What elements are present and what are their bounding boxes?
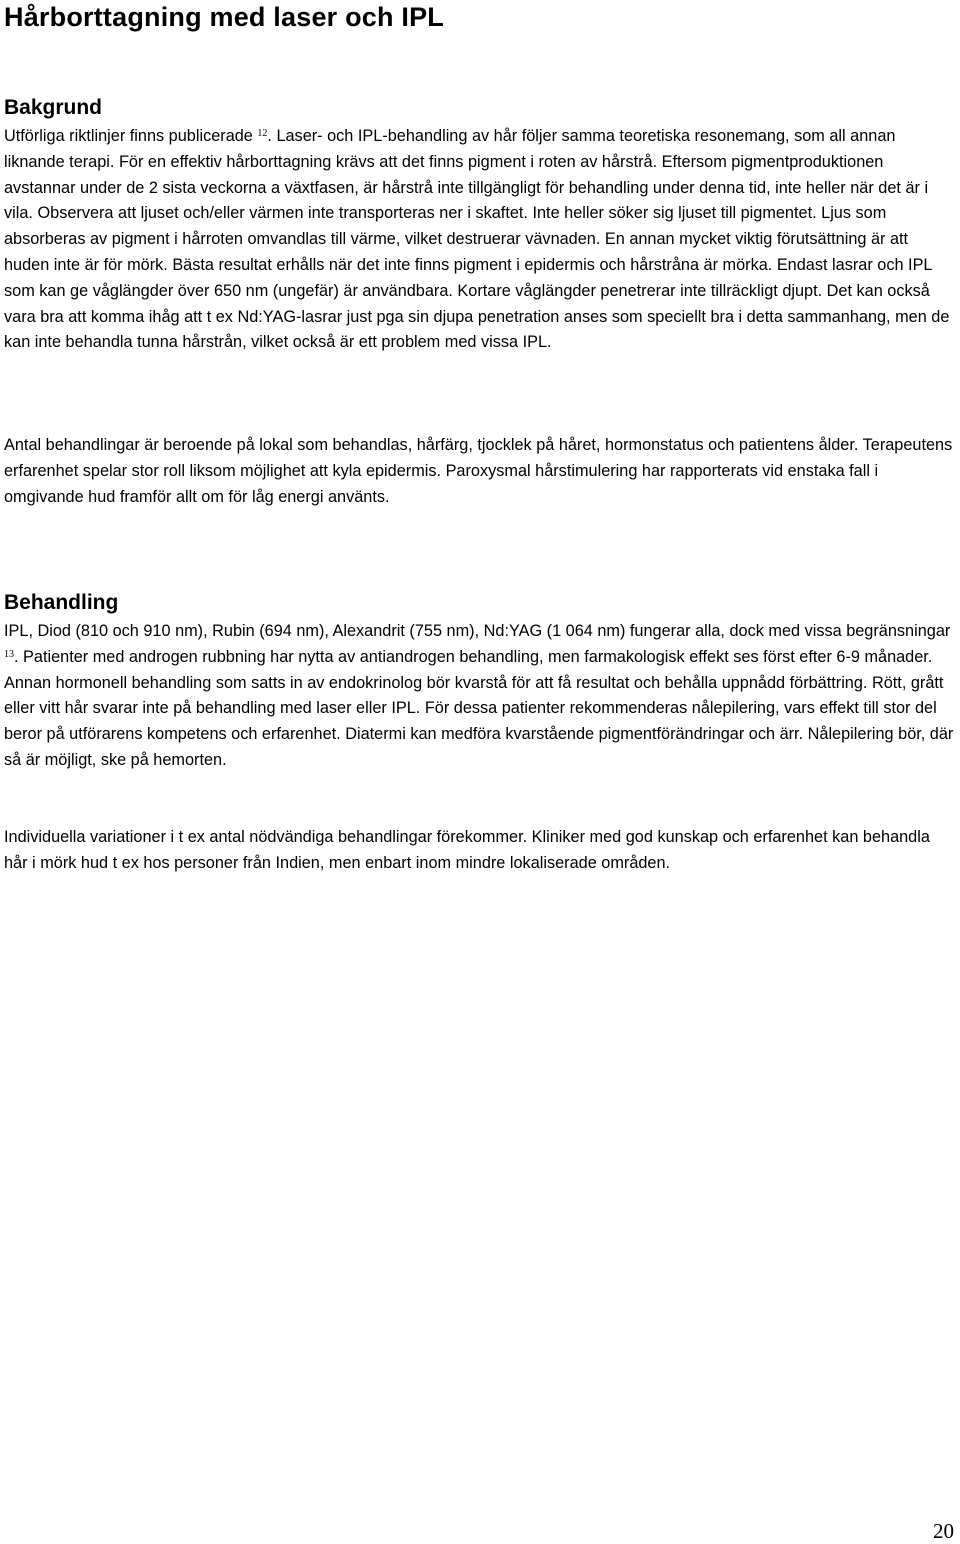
behandling-paragraph-1 xyxy=(4,619,956,774)
section-heading-bakgrund: Bakgrund xyxy=(4,96,103,119)
behandling-paragraph-1-text-a: IPL, Diod (810 och 910 nm), Rubin (694 nm), Alexandrit (755 nm), Nd:YAG (1 064 nm) fungerar alla, dock med vissa begränsningar xyxy=(4,622,951,640)
page-number: 20 xyxy=(933,1519,954,1543)
reference-superscript-13: 13 xyxy=(4,648,14,660)
bakgrund-paragraph-2: Antal behandlingar är beroende på lokal som behandlas, hårfärg, tjocklek på håret, hormonstatus och patientens ålder. Terapeutens erfarenhet spelar stor roll liksom möjlighet att kyla epidermis. Paroxysmal hårstimulering har rapporterats vid enstaka fall i omgivande hud framför allt om för låg energi använts. xyxy=(4,436,953,506)
document-title: Hårborttagning med laser och IPL xyxy=(4,2,444,32)
section-heading-behandling: Behandling xyxy=(4,591,119,614)
bakgrund-paragraph-1 xyxy=(4,124,956,356)
bakgrund-paragraph-1-text-a: Utförliga riktlinjer finns publicerade xyxy=(4,127,253,145)
reference-superscript-12: 12 xyxy=(257,128,268,139)
bakgrund-paragraph-1-text-b: . Laser- och IPL-behandling av hår följer samma teoretiska resonemang, som all annan liknande terapi. För en effektiv hårborttagning krävs att det finns pigment i roten av hårstrå. Eftersom pigmentproduktionen avstannar under de 2 sista veckorna a växtfasen, är hårstrå inte tillgängligt för behandling under denna tid, inte heller när det är i vila. Observera att ljuset och/eller värmen inte transporteras ner i skaftet. Inte heller söker sig ljuset till pigmentet. Ljus som absorberas av pigment i hårroten omvandlas till värme, vilket destruerar vävnaden. En annan mycket viktig förutsättning är att huden inte är för mörk. Bästa resultat erhålls när det inte finns pigment i epidermis och hårstråna är mörka. Endast lasrar och IPL som kan ge våglängder över 650 nm (ungefär) är användbara. Kortare våglängder penetrerar inte tillräckligt djupt. Det kan också vara bra att komma ihåg att t ex Nd:YAG-lasrar just pga sin djupa penetration anses som speciellt bra i detta sammanhang, men de kan inte behandla tunna hårstrån, vilket också är ett problem med vissa IPL. xyxy=(4,127,950,352)
behandling-paragraph-1-text-b: . Patienter med androgen rubbning har nytta av antiandrogen behandling, men farmakologisk effekt ses först efter 6-9 månader. Annan hormonell behandling som satts in av endokrinolog bör kvarstå för att få resultat och behålla uppnådd förbättring. Rött, grått eller vitt hår svarar inte på behandling med laser eller IPL. För dessa patienter rekommenderas nålepilering, vars effekt till stor del beror på utförarens kompetens och erfarenhet. Diatermi kan medföra kvarstående pigmentförändringar och ärr. Nålepilering bör, där så är möjligt, ske på hemorten. xyxy=(4,647,954,769)
behandling-paragraph-2: Individuella variationer i t ex antal nödvändiga behandlingar förekommer. Kliniker med god kunskap och erfarenhet kan behandla hår i mörk hud t ex hos personer från Indien, men enbart inom mindre lokaliserade områden. xyxy=(4,828,930,872)
